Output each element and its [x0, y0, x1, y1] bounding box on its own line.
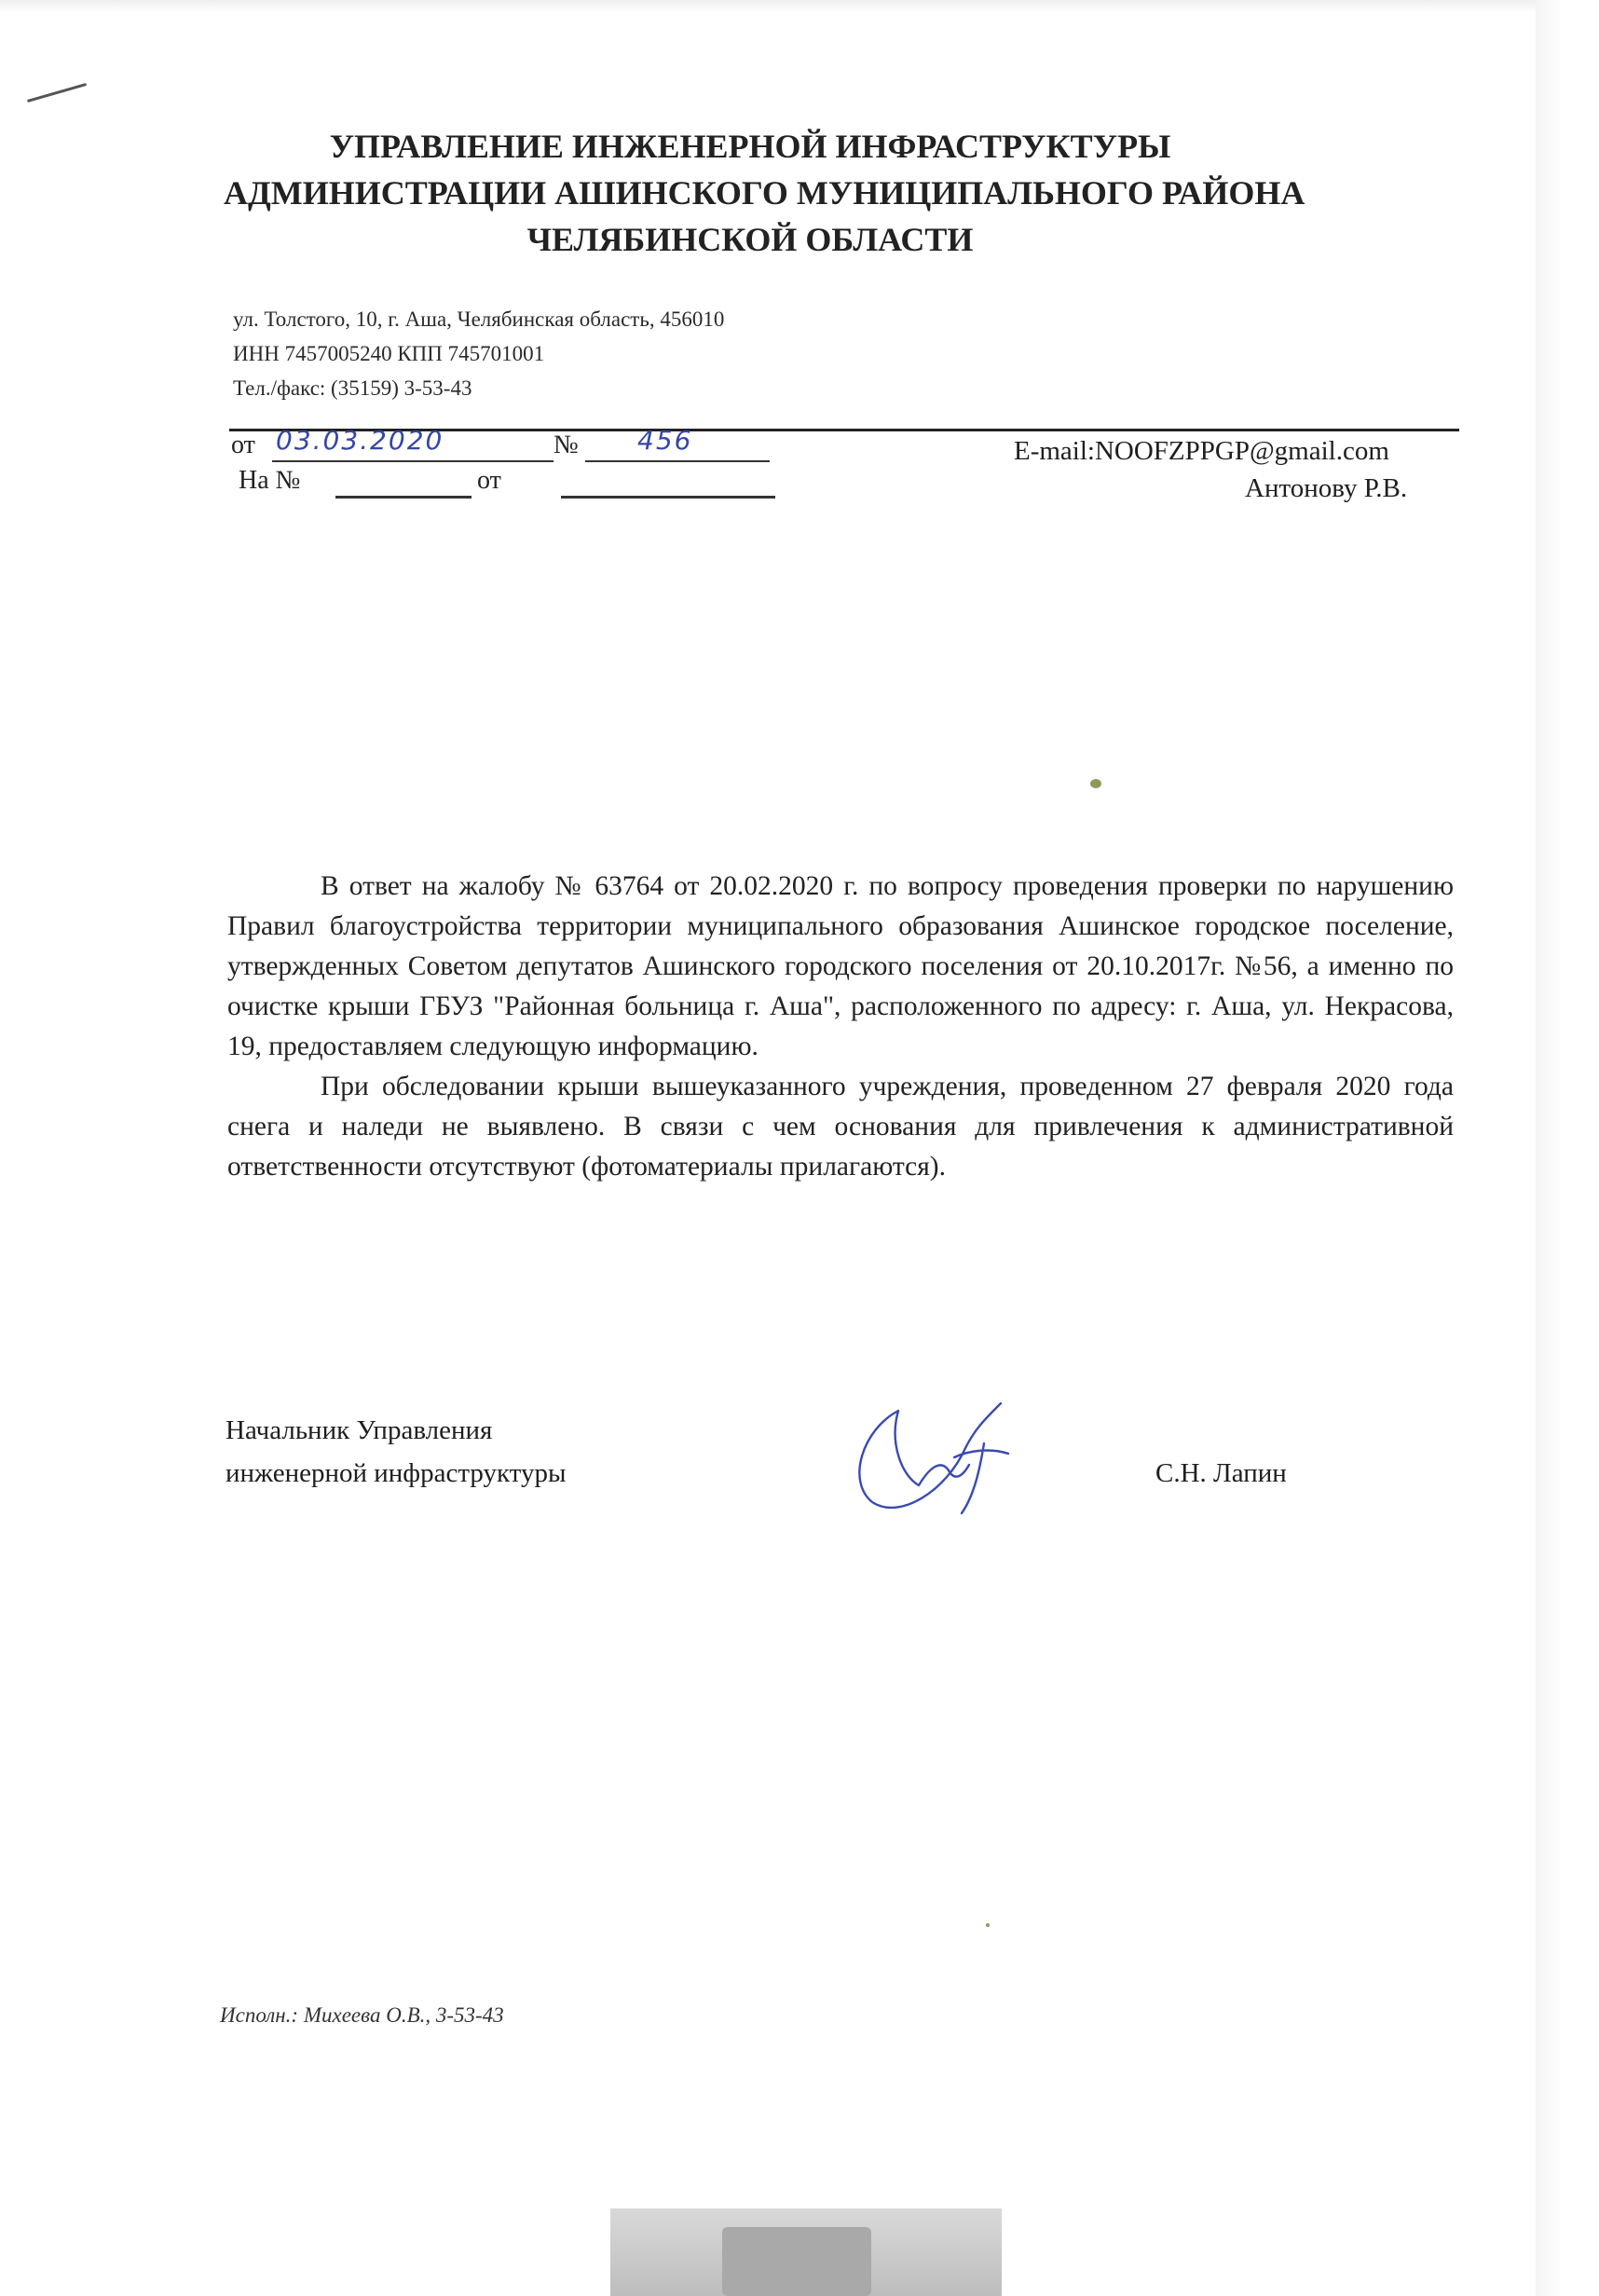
scan-bottom-artifact [610, 2208, 1002, 2296]
letterhead-line-1: УПРАВЛЕНИЕ ИНЖЕНЕРНОЙ ИНФРАСТРУКТУРЫ [329, 128, 1171, 165]
outgoing-date-handwritten: 03.03.2020 [276, 425, 444, 456]
scan-bottom-artifact-inner [722, 2227, 871, 2296]
outgoing-number-underline [585, 460, 770, 462]
handwritten-signature [844, 1392, 1031, 1523]
signatory-title-line-2: инженерной инфраструктуры [226, 1458, 567, 1488]
reference-date-underline [561, 496, 775, 499]
outgoing-number-label: № [554, 430, 579, 459]
body-paragraph-2: При обследовании крыши вышеуказанного учреждения, проведенном 27 февраля 2020 года снега и наледи не выявлено. В связи с чем основания для привлечения к административной ответственности отсутствуют (фотоматериалы прилагаются). [227, 1072, 1454, 1182]
signatory-title [226, 1409, 566, 1495]
letter-body [227, 867, 1454, 1187]
reference-number-label: На № [239, 466, 301, 495]
letterhead-line-2: АДМИНИСТРАЦИИ АШИНСКОГО МУНИЦИПАЛЬНОГО РАЙОНА [224, 174, 1305, 212]
reference-number-underline [335, 496, 472, 499]
letterhead-line-3: ЧЕЛЯБИНСКОЙ ОБЛАСТИ [526, 221, 974, 258]
signatory-name: С.Н. Лапин [1155, 1458, 1287, 1488]
outgoing-date-label: от [231, 430, 255, 459]
scan-mark [27, 83, 87, 102]
reference-date-label: от [477, 466, 501, 495]
address: ул. Толстого, 10, г. Аша, Челябинская область, 456010 [233, 308, 725, 331]
scan-speck [986, 1923, 990, 1927]
contact-block [233, 302, 724, 405]
tax-ids: ИНН 7457005240 КПП 745701001 [233, 342, 545, 365]
scan-top-edge [0, 0, 1599, 13]
outgoing-number-handwritten: 456 [637, 425, 693, 456]
phone: Тел./факс: (35159) 3-53-43 [233, 376, 472, 400]
addressee: Антонову Р.В. [1245, 473, 1408, 503]
executor-note: Исполн.: Михеева О.В., 3-53-43 [220, 2003, 504, 2027]
letterhead [224, 123, 1305, 263]
scan-right-edge [1536, 0, 1599, 2296]
body-paragraph-1: В ответ на жалобу № 63764 от 20.02.2020 г. по вопросу проведения проверки по нарушению Правил благоустройства территории муниципального образования Ашинское городское поселение, утвержденных Советом депутатов Ашинского городского поселения от 20.10.2017г. №56, а именно по очистке крыши ГБУЗ "Районная больница г. Аша", расположенного по адресу: г. Аша, ул. Некрасова, 19, предоставляем следующую информацию. [227, 871, 1454, 1061]
signatory-title-line-1: Начальник Управления [226, 1415, 493, 1445]
email: E-mail:NOOFZPPGP@gmail.com [1014, 436, 1389, 466]
outgoing-date-underline [272, 460, 554, 462]
scan-speck [1090, 779, 1101, 788]
